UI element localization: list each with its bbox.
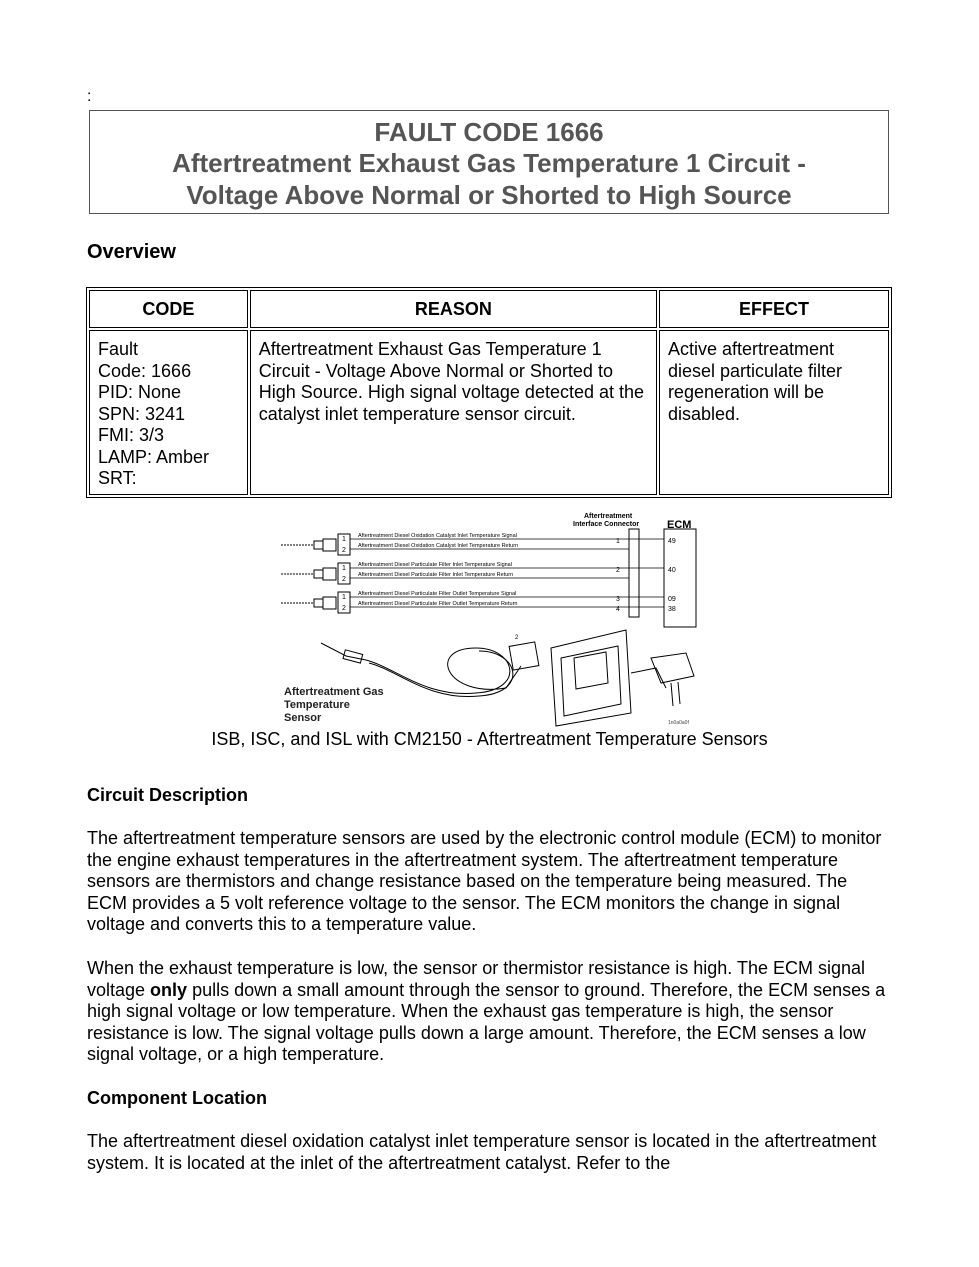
- table-row: [89, 330, 889, 495]
- pin-label: 1: [342, 536, 346, 543]
- overview-heading: Overview: [87, 241, 176, 263]
- reason-cell: Aftertreatment Exhaust Gas Temperature 1 Circuit - Voltage Above Normal or Shorted to High Source. High signal voltage detected at the catalyst inlet temperature sensor circuit.: [250, 330, 657, 495]
- circuit-description-paragraph-1: The aftertreatment temperature sensors are used by the electronic control module (ECM) to monitor the engine exhaust temperatures in the aftertreatment system. The aftertreatment temperature sensors are thermistors and change resistance based on the temperature being measured. The ECM provides a 5 volt reference voltage to the sensor. The ECM monitors the change in signal voltage and converts this to a temperature value.: [87, 828, 882, 934]
- header-code: CODE: [89, 290, 248, 328]
- code-line: Fault: [98, 339, 139, 359]
- sensor-illustration: [321, 630, 694, 726]
- ecm-pin: 38: [668, 606, 676, 613]
- connector-pin: 3: [616, 596, 620, 603]
- illustration-callout: 2: [515, 635, 519, 641]
- code-cell: [89, 330, 248, 495]
- sensor-group-1: [281, 533, 664, 555]
- code-line: FMI: 3/3: [98, 425, 165, 445]
- code-line: SPN: 3241: [98, 403, 186, 424]
- paragraph-text: When the exhaust temperature is low, the sensor or thermistor resistance is high. The ECM signal voltage: [87, 958, 866, 1000]
- fault-code-title: FAULT CODE 1666: [374, 117, 604, 147]
- circuit-description-heading: Circuit Description: [87, 785, 249, 805]
- connector-label-2: Interface Connector: [573, 521, 640, 528]
- pin-label: 1: [342, 565, 346, 572]
- ecm-pin: 09: [668, 596, 676, 603]
- pin-label: 2: [342, 605, 346, 612]
- component-location-heading: Component Location: [87, 1088, 267, 1108]
- sensor-label-2: Temperature: [284, 699, 350, 711]
- wiring-diagram: [276, 508, 706, 728]
- sensor-group-2: [281, 562, 664, 584]
- wire-label: Aftertreatment Diesel Oxidation Catalyst Inlet Temperature Return: [358, 543, 519, 549]
- pin-label: 1: [342, 594, 346, 601]
- code-line: PID: None: [98, 382, 182, 402]
- connector-label-1: Aftertreatment: [584, 513, 633, 520]
- page-colon: :: [87, 88, 92, 105]
- header-effect: EFFECT: [659, 290, 889, 328]
- figure-id: 1n0a0a0f: [668, 720, 689, 726]
- effect-cell: Active aftertreatment diesel particulate filter regeneration will be disabled.: [659, 330, 889, 495]
- wire-label: Aftertreatment Diesel Particulate Filter Outlet Temperature Signal: [358, 591, 517, 597]
- wire-label: Aftertreatment Diesel Particulate Filter Inlet Temperature Signal: [358, 562, 512, 568]
- paragraph-text: pulls down a small amount through the sensor to ground. Therefore, the ECM senses a high signal voltage or low temperature. When the exhaust gas temperature is high, the sensor resistance is low. The signal voltage pulls down a large amount. Therefore, the ECM senses a low signal voltage, or a high temperature.: [87, 979, 886, 1064]
- code-line: Code: 1666: [98, 360, 192, 381]
- sensor-label-3: Sensor: [284, 712, 322, 724]
- pin-label: 2: [342, 547, 346, 554]
- fault-title-box: [89, 110, 889, 214]
- fault-title-line-2: Voltage Above Normal or Shorted to High Source: [186, 180, 792, 210]
- ecm-label: ECM: [667, 519, 692, 531]
- ecm-pin: 49: [668, 538, 676, 545]
- sensor-label-1: Aftertreatment Gas: [284, 686, 384, 698]
- emphasis-only: only: [150, 979, 188, 1000]
- wire-label: Aftertreatment Diesel Oxidation Catalyst Inlet Temperature Signal: [358, 533, 517, 539]
- connector-pin: 2: [616, 567, 620, 574]
- connector-pin: 4: [616, 606, 620, 613]
- component-location-paragraph: The aftertreatment diesel oxidation catalyst inlet temperature sensor is located in the aftertreatment system. It is located at the inlet of the aftertreatment catalyst. Refer to the: [87, 1131, 877, 1173]
- table-header-row: [89, 290, 889, 328]
- sensor-group-3: [281, 591, 664, 613]
- interface-connector: [629, 529, 639, 617]
- code-line: SRT:: [98, 468, 137, 488]
- circuit-description-paragraph-2: [87, 958, 887, 1066]
- fault-title-line-1: Aftertreatment Exhaust Gas Temperature 1 Circuit -: [172, 148, 806, 178]
- header-reason: REASON: [250, 290, 657, 328]
- wire-label: Aftertreatment Diesel Particulate Filter Outlet Temperature Return: [358, 601, 518, 607]
- figure-caption: ISB, ISC, and ISL with CM2150 - Aftertreatment Temperature Sensors: [211, 729, 768, 749]
- pin-label: 2: [342, 576, 346, 583]
- ecm-pin: 40: [668, 567, 676, 574]
- code-line: LAMP: Amber: [98, 446, 210, 467]
- wire-label: Aftertreatment Diesel Particulate Filter Inlet Temperature Return: [358, 572, 514, 578]
- fault-table: [86, 287, 892, 498]
- connector-pin: 1: [616, 538, 620, 545]
